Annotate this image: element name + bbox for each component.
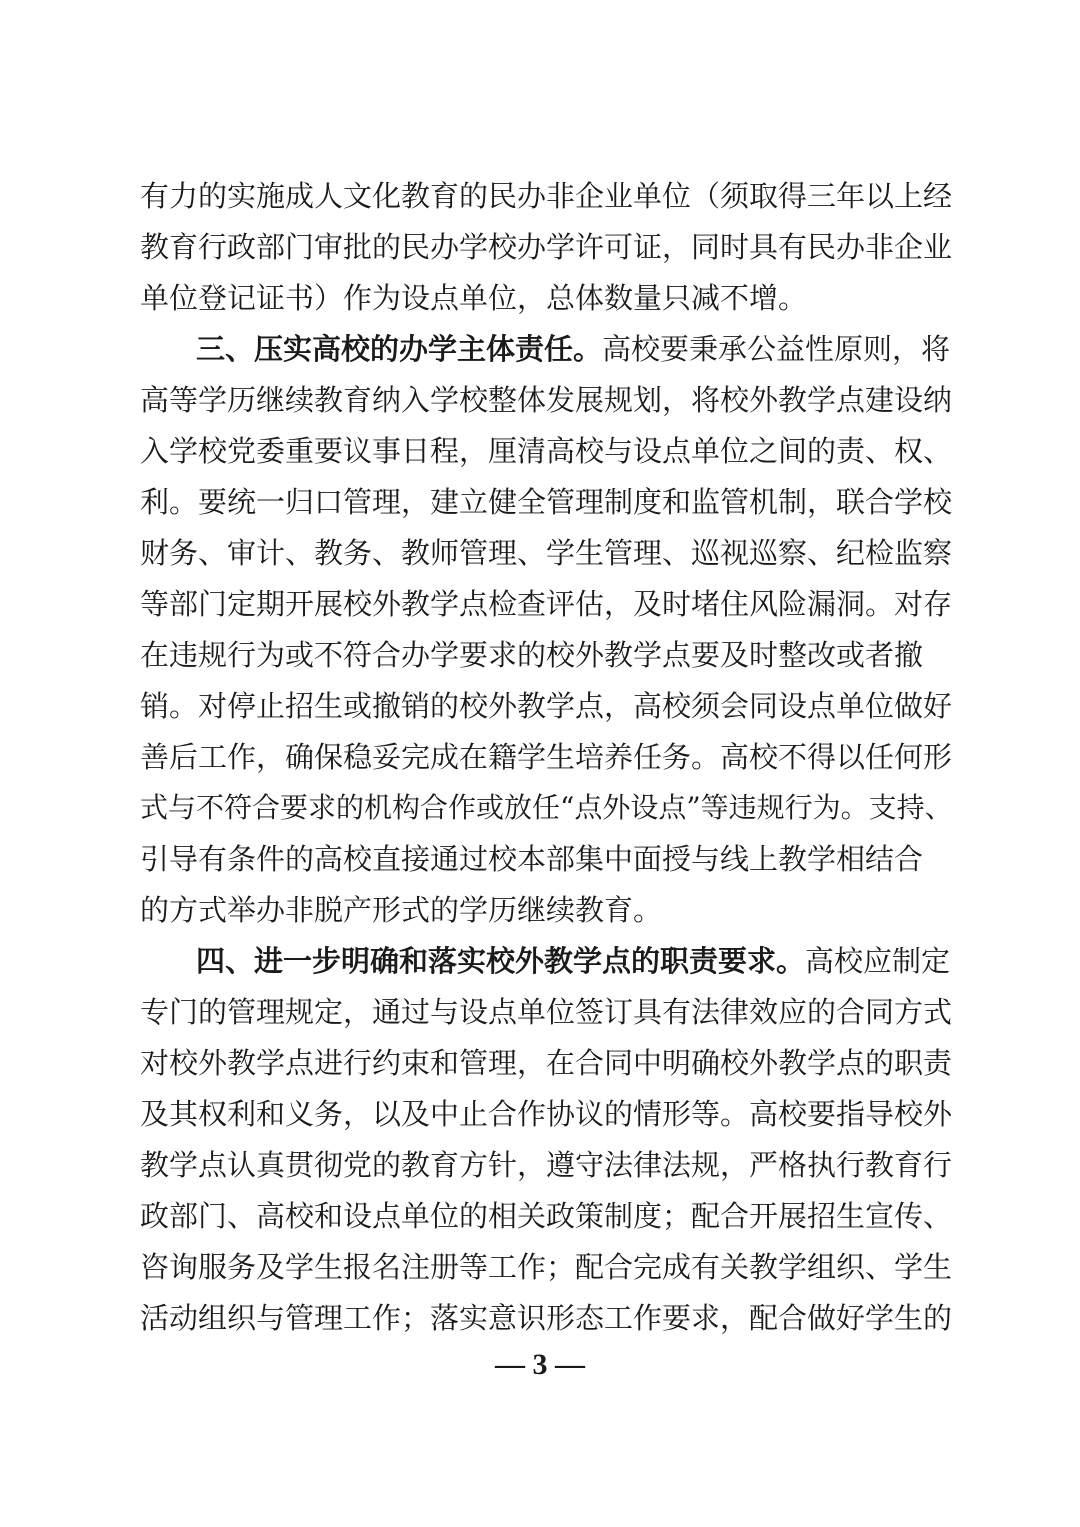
- body-text-line: 入学校党委重要议事日程，厘清高校与设点单位之间的责、权、: [140, 434, 953, 468]
- body-text-line: 有力的实施成人文化教育的民办非企业单位（须取得三年以上经: [140, 179, 953, 213]
- body-text-line: 教学点认真贯彻党的教育方针，遵守法律法规，严格执行教育行: [140, 1148, 953, 1182]
- section-4-heading: 四、进一步明确和落实校外教学点的职责要求。: [196, 944, 806, 978]
- body-text-line: 善后工作，确保稳妥完成在籍学生培养任务。高校不得以任何形: [140, 740, 953, 774]
- body-text-line: 销。对停止招生或撤销的校外教学点，高校须会同设点单位做好: [140, 689, 953, 723]
- body-text-line: 利。要统一归口管理，建立健全管理制度和监管机制，联合学校: [140, 485, 953, 519]
- page-number: — 3 —: [495, 1348, 585, 1381]
- body-text-line: 教育行政部门审批的民办学校办学许可证，同时具有民办非企业: [140, 230, 953, 264]
- body-text-line: 在违规行为或不符合办学要求的校外教学点要及时整改或者撤: [140, 638, 924, 672]
- body-text-line: 政部门、高校和设点单位的相关政策制度；配合开展招生宣传、: [140, 1199, 953, 1233]
- body-text-line: 活动组织与管理工作；落实意识形态工作要求，配合做好学生的: [140, 1301, 953, 1335]
- body-text-line: 等部门定期开展校外教学点检查评估，及时堵住风险漏洞。对存: [140, 587, 953, 621]
- body-text-line: 咨询服务及学生报名注册等工作；配合完成有关教学组织、学生: [140, 1250, 953, 1284]
- body-text-line: 及其权利和义务，以及中止合作协议的情形等。高校要指导校外: [140, 1097, 953, 1131]
- section-4-first-line-text: 高校应制定: [805, 944, 951, 978]
- section-3-first-line-text: 高校要秉承公益性原则，将: [602, 332, 951, 366]
- body-text-line: 式与不符合要求的机构合作或放任“点外设点”等违规行为。支持、: [140, 791, 953, 824]
- body-text-line: 高等学历继续教育纳入学校整体发展规划，将校外教学点建设纳: [140, 383, 953, 417]
- body-text-line: 对校外教学点进行约束和管理，在合同中明确校外教学点的职责: [140, 1046, 953, 1080]
- body-text-line: 财务、审计、教务、教师管理、学生管理、巡视巡察、纪检监察: [140, 536, 953, 570]
- body-text-line: 引导有条件的高校直接通过校本部集中面授与线上教学相结合: [140, 842, 924, 876]
- section-3-first-line: [196, 323, 960, 375]
- body-text-line: 的方式举办非脱产形式的学历继续教育。: [140, 893, 663, 927]
- section-3-heading: 三、压实高校的办学主体责任。: [196, 332, 603, 366]
- section-4-first-line: [196, 935, 960, 987]
- body-text-line: 专门的管理规定，通过与设点单位签订具有法律效应的合同方式: [140, 995, 953, 1029]
- body-text-line: 单位登记证书）作为设点单位，总体数量只减不增。: [140, 281, 808, 315]
